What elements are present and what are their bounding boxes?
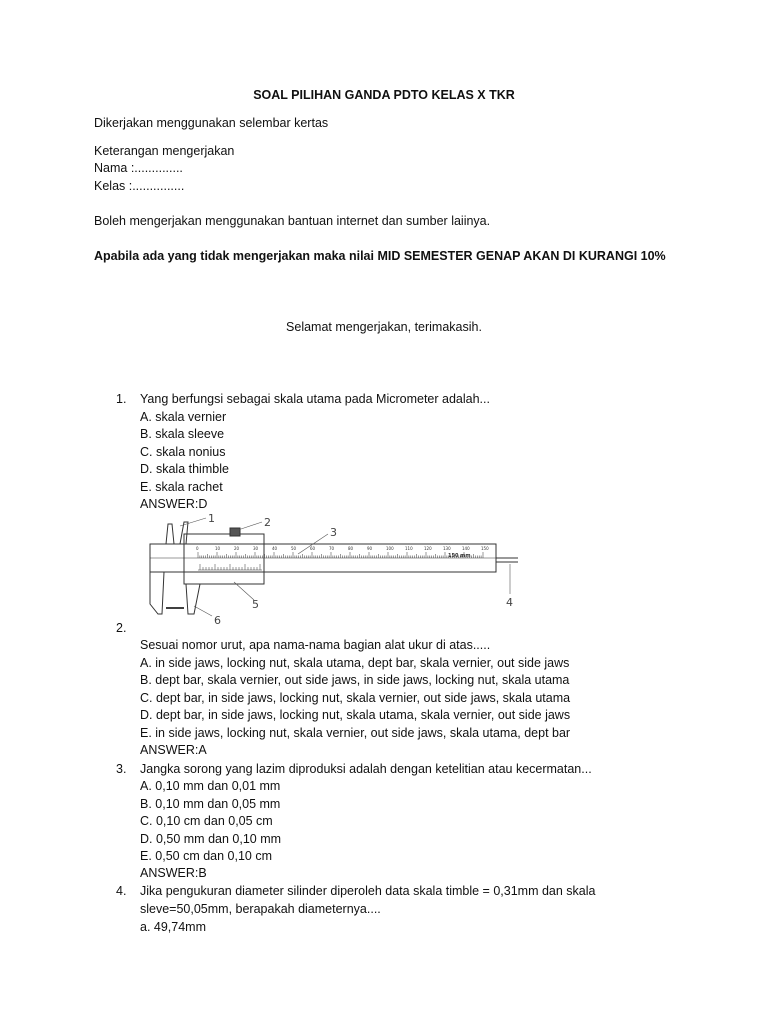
note-internet: Boleh mengerjakan menggunakan bantuan internet dan sumber laiinya. bbox=[94, 214, 491, 228]
figure-unit: 150 mm bbox=[448, 553, 471, 559]
figure-label: 6 bbox=[214, 614, 221, 626]
scale-number: 60 bbox=[310, 546, 316, 551]
instruction-line: Dikerjakan menggunakan selembar kertas bbox=[94, 116, 329, 130]
vernier-caliper-figure bbox=[138, 514, 528, 626]
option-item: B. 0,10 mm dan 0,05 mm bbox=[140, 797, 281, 811]
scale-number: 150 bbox=[481, 546, 489, 551]
question-text: Yang berfungsi sebagai skala utama pada Micrometer adalah... bbox=[140, 392, 490, 406]
option-item: A. skala vernier bbox=[140, 410, 227, 424]
scale-number: 0 bbox=[196, 546, 199, 551]
note-penalty: Apabila ada yang tidak mengerjakan maka nilai MID SEMESTER GENAP AKAN DI KURANGI 10% bbox=[94, 249, 666, 263]
option-item: E. skala rachet bbox=[140, 480, 223, 494]
scale-number: 30 bbox=[253, 546, 259, 551]
scale-number: 110 bbox=[405, 546, 413, 551]
option-item: C. 0,10 cm dan 0,05 cm bbox=[140, 814, 273, 828]
option-item: B. dept bar, skala vernier, out side jaws, in side jaws, locking nut, skala utama bbox=[140, 673, 570, 687]
question-number: 2. bbox=[116, 621, 127, 635]
scale-number: 120 bbox=[424, 546, 432, 551]
option-item: A. in side jaws, locking nut, skala utama, dept bar, skala vernier, out side jaws bbox=[140, 656, 570, 670]
option-item: A. 0,10 mm dan 0,01 mm bbox=[140, 779, 281, 793]
scale-number: 130 bbox=[443, 546, 451, 551]
scale-number: 80 bbox=[348, 546, 354, 551]
scale-number: 90 bbox=[367, 546, 373, 551]
question-text-continued: sleve=50,05mm, berapakah diameternya.... bbox=[140, 902, 381, 916]
question-number: 1. bbox=[116, 392, 127, 406]
option-item: E. 0,50 cm dan 0,10 cm bbox=[140, 849, 273, 863]
figure-label: 2 bbox=[264, 516, 271, 529]
question-number: 4. bbox=[116, 884, 127, 898]
scale-number: 40 bbox=[272, 546, 278, 551]
scale-number: 50 bbox=[291, 546, 297, 551]
greeting: Selamat mengerjakan, terimakasih. bbox=[286, 320, 482, 334]
option-item: a. 49,74mm bbox=[140, 920, 207, 934]
question-text: Sesuai nomor urut, apa nama-nama bagian alat ukur di atas..... bbox=[140, 638, 491, 652]
option-item: E. in side jaws, locking nut, skala vernier, out side jaws, skala utama, dept bar bbox=[140, 726, 571, 740]
instruction-heading: Keterangan mengerjakan bbox=[94, 144, 235, 158]
question-text: Jika pengukuran diameter silinder diperoleh data skala timble = 0,31mm dan skala bbox=[140, 884, 596, 898]
name-field: Nama :.............. bbox=[94, 161, 183, 175]
option-item: C. dept bar, in side jaws, locking nut, skala vernier, out side jaws, skala utama bbox=[140, 691, 571, 705]
scale-number: 100 bbox=[386, 546, 394, 551]
figure-label: 5 bbox=[252, 598, 259, 611]
scale-number: 140 bbox=[462, 546, 470, 551]
scale-number: 10 bbox=[215, 546, 221, 551]
class-field: Kelas :............... bbox=[94, 179, 185, 193]
option-item: D. 0,50 mm dan 0,10 mm bbox=[140, 832, 282, 846]
scale-number: 20 bbox=[234, 546, 240, 551]
option-item: D. dept bar, in side jaws, locking nut, skala utama, skala vernier, out side jaws bbox=[140, 708, 571, 722]
figure-label: 3 bbox=[330, 526, 337, 539]
figure-label: 1 bbox=[208, 514, 215, 525]
option-item: D. skala thimble bbox=[140, 462, 229, 476]
figure-label: 4 bbox=[506, 596, 513, 609]
scale-number: 70 bbox=[329, 546, 335, 551]
option-item: B. skala sleeve bbox=[140, 427, 225, 441]
answer-label: ANSWER:D bbox=[140, 497, 208, 511]
question-number: 3. bbox=[116, 762, 127, 776]
page-title: SOAL PILIHAN GANDA PDTO KELAS X TKR bbox=[253, 88, 515, 102]
question-text: Jangka sorong yang lazim diproduksi adalah dengan ketelitian atau kecermatan... bbox=[140, 762, 592, 776]
option-item: C. skala nonius bbox=[140, 445, 226, 459]
answer-label: ANSWER:A bbox=[140, 743, 207, 757]
answer-label: ANSWER:B bbox=[140, 866, 207, 880]
